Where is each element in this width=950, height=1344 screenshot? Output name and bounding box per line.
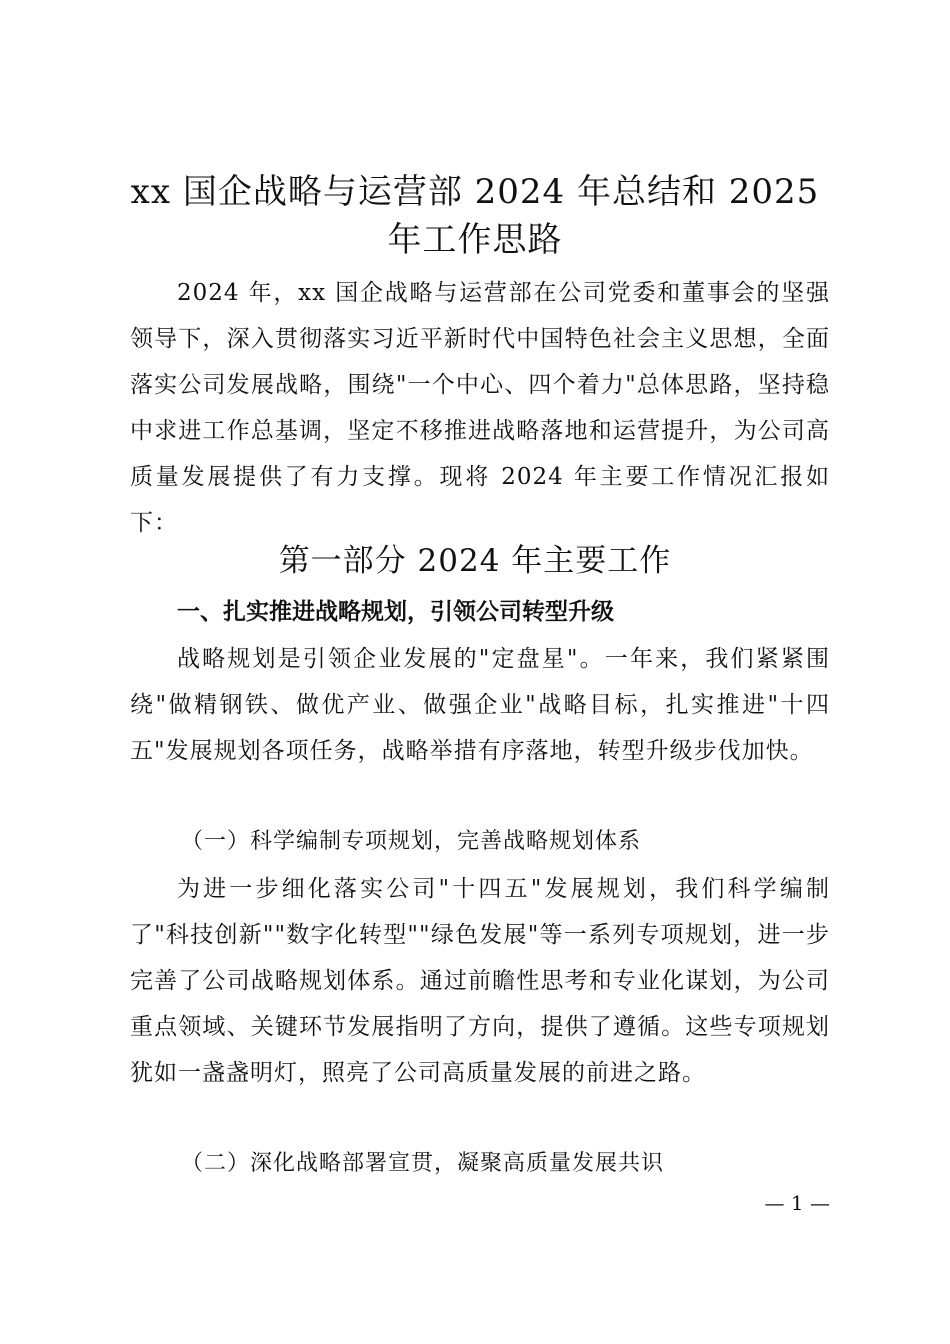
section-one-paragraph: 战略规划是引领企业发展的"定盘星"。一年来，我们紧紧围绕"做精钢铁、做优产业、做强企业"战略目标，扎实推进"十四五"发展规划各项任务，战略举措有序落地，转型升级步伐加快。 — [130, 646, 830, 764]
part-one-title: 第一部分 2024 年主要工作 — [278, 543, 672, 579]
document-title: xx 国企战略与运营部 2024 年总结和 2025 年工作思路 — [130, 172, 820, 260]
subsection-two-heading: （二）深化战略部署宣贯，凝聚高质量发展共识 — [181, 1151, 665, 1176]
subsection-one-heading: （一）科学编制专项规划，完善战略规划体系 — [181, 829, 642, 854]
page-number: — 1 — — [764, 1191, 830, 1215]
subsection-one-paragraph: 为进一步细化落实公司"十四五"发展规划，我们科学编制了"科技创新""数字化转型""绿色发展"等一系列专项规划，进一步完善了公司战略规划体系。通过前瞻性思考和专业化谋划，为公司重点领域、关键环节发展指明了方向，提供了遵循。这些专项规划犹如一盏盏明灯，照亮了公司高质量发展的前进之路。 — [130, 876, 830, 1086]
intro-paragraph: 2024 年，xx 国企战略与运营部在公司党委和董事会的坚强领导下，深入贯彻落实习近平新时代中国特色社会主义思想，全面落实公司发展战略，围绕"一个中心、四个着力"总体思路，坚持稳中求进工作总基调，坚定不移推进战略落地和运营提升，为公司高质量发展提供了有力支撑。现将 2024 年主要工作情况汇报如下： — [130, 280, 830, 536]
section-one-heading: 一、扎实推进战略规划，引领公司转型升级 — [177, 599, 614, 625]
